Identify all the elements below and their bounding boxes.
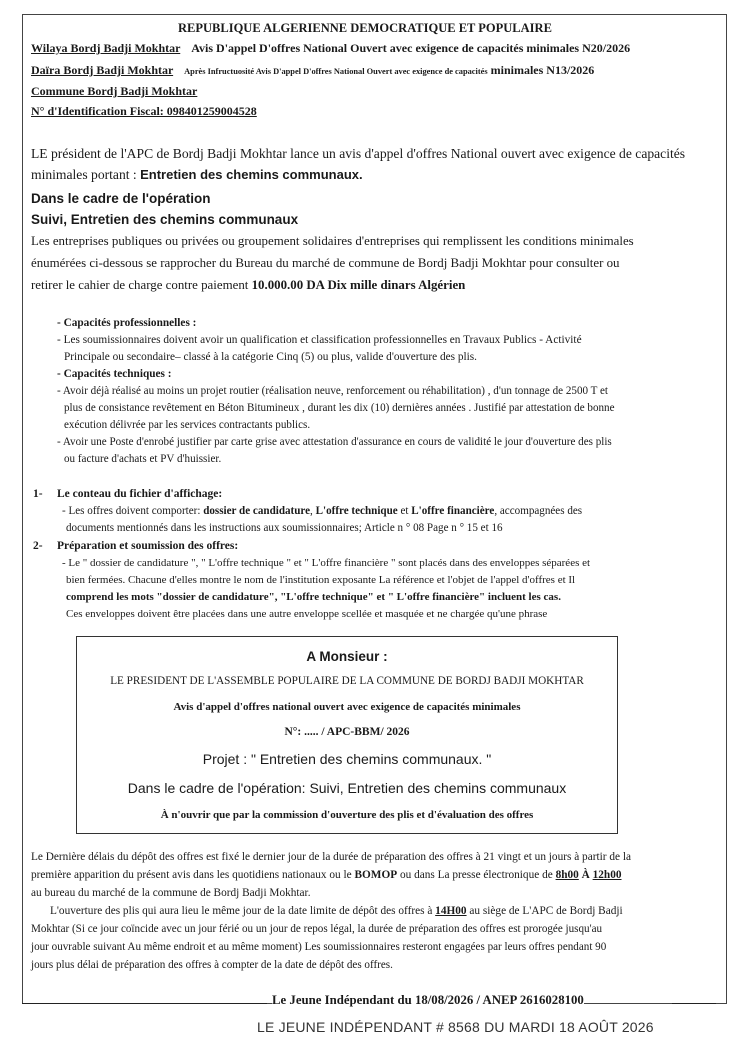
candidature-file-label: dossier de candidature: [203, 505, 311, 517]
intro-line-2-prefix: minimales portant :: [31, 167, 141, 182]
section-1-line-2: documents mentionnés dans les instructions aux soumissionnaires; Article n ° 08 Page n ° 15 et 16: [66, 522, 503, 534]
daira-label: Daïra Bordj Badji Mokhtar: [31, 63, 174, 77]
intro-line-1: LE président de l'APC de Bordj Badji Mokhtar lance un avis d'appel d'offres National ouvert avec exigence de capacités: [31, 146, 686, 161]
envelope-project: Projet : " Entretien des chemins communaux. ": [202, 751, 492, 767]
section-2-line-4: Ces enveloppes doivent être placées dans une autre enveloppe scellée et masquée et ne chargée qu'une phrase: [66, 608, 548, 620]
daira-notice-small: Après Infructuosité Avis D'appel D'offres National Ouvert avec exigence de capacités: [184, 67, 488, 76]
para-line-2: énumérées ci-dessous se rapprocher du Bureau du marché de commune de Bordj Badji Mokhtar pour consulter ou: [31, 256, 620, 270]
deadline-line-1: Le Dernière délais du dépôt des offres est fixé le dernier jour de la durée de préparation des offres à 21 vingt et un jours à partir de la: [31, 851, 631, 863]
section-2-number: 2-: [33, 540, 43, 552]
para-line-3-prefix: retirer le cahier de charge contre paiement: [31, 278, 252, 292]
envelope-operation: Dans le cadre de l'opération: Suivi, Entretien des chemins communaux: [127, 780, 567, 796]
tech-capacities-line-3: exécution délivrée par les services contractants publics.: [64, 419, 311, 431]
deadline-line-2-mid: ou dans La presse électronique de: [397, 869, 556, 881]
envelope-salutation: A Monsieur :: [306, 649, 388, 664]
para-line-3: [31, 278, 465, 293]
daira-notice-big: minimales N13/2026: [490, 63, 595, 77]
deadline-line-2: [31, 869, 622, 881]
tech-capacities-line-2: plus de consistance revêtement en Béton Bitumineux , durant les dix (10) dernières années . Justifié par attestation de bonne: [64, 402, 615, 414]
deadline-line-4-prefix: L'ouverture des plis qui aura lieu le même jour de la date limite de dépôt des offres à: [50, 905, 436, 917]
daira-line: [31, 63, 594, 78]
envelope-notice: Avis d'appel d'offres national ouvert avec exigence de capacités minimales: [173, 701, 521, 713]
prof-capacities-line-1: - Les soumissionnaires doivent avoir un qualification et classification professionnelles en Travaux Publics - Activité: [57, 334, 582, 346]
tech-capacities-line-5: ou facture d'achats et PV d'huissier.: [64, 453, 222, 465]
fiscal-id: N° d'Identification Fiscal: 098401259004528: [31, 104, 257, 118]
republic-title: REPUBLIQUE ALGERIENNE DEMOCRATIQUE ET POPULAIRE: [178, 21, 552, 35]
section-1-number: 1-: [33, 488, 43, 500]
para-line-1: Les entreprises publiques ou privées ou groupement solidaires d'entreprises qui remplissent les conditions minimales: [31, 234, 634, 248]
technical-offer-label: L'offre technique: [315, 505, 398, 517]
issue-footer: LE JEUNE INDÉPENDANT # 8568 DU MARDI 18 AOÛT 2026: [257, 1019, 654, 1035]
section-1-line-1-prefix: - Les offres doivent comporter:: [62, 505, 204, 517]
prof-capacities-title: - Capacités professionnelles :: [57, 317, 197, 329]
bomop-label: BOMOP: [354, 869, 398, 881]
deadline-line-5: Mokhtar (Si ce jour coïncide avec un jour férié ou un jour de repos légal, la durée de préparation des offres est prorogée jusqu'au: [31, 923, 603, 935]
tech-capacities-title: - Capacités techniques :: [57, 368, 172, 380]
plis-opening-time: 14H00: [435, 905, 467, 917]
deadline-line-4-suffix: au siège de L'APC de Bordj Badji: [466, 905, 623, 917]
deadline-line-4: [50, 905, 623, 917]
commune-label: Commune Bordj Badji Mokhtar: [31, 84, 198, 98]
section-2-line-2: bien fermées. Chacune d'elles montre le nom de l'institution exposante La référence et l'objet de l'appel d'offres et Il: [66, 574, 576, 586]
opening-time: 8h00: [555, 869, 579, 881]
envelope-recipient: LE PRESIDENT DE L'ASSEMBLE POPULAIRE DE LA COMMUNE DE BORDJ BADJI MOKHTAR: [110, 675, 584, 687]
time-separator: À: [578, 869, 593, 881]
deadline-line-2-prefix: première apparition du présent avis dans les quotidiens nationaux ou le: [31, 869, 355, 881]
section-1-line-1: [62, 505, 582, 517]
envelope-box: [76, 636, 618, 834]
footer-rule-right: [672, 1003, 716, 1004]
wilaya-notice: Avis D'appel D'offres National Ouvert avec exigence de capacités minimales N20/2026: [191, 41, 631, 55]
financial-offer-label: L'offre financière: [411, 505, 495, 517]
deadline-line-7: jours plus délai de préparation des offres à compter de la date de dépôt des offres.: [31, 959, 393, 971]
publication-line: Le Jeune Indépendant du 18/08/2026 / ANEP 2616028100: [272, 993, 584, 1007]
section-2-title: Préparation et soumission des offres:: [57, 540, 239, 552]
wilaya-label: Wilaya Bordj Badji Mokhtar: [31, 41, 181, 55]
operation-line-2: Suivi, Entretien des chemins communaux: [31, 212, 299, 227]
separator: ,: [310, 505, 316, 517]
section-1-title: Le conteau du fichier d'affichage:: [57, 488, 223, 500]
envelope-open-only: À n'ouvrir que par la commission d'ouverture des plis et d'évaluation des offres: [160, 809, 534, 821]
intro-line-2: [31, 167, 363, 183]
wilaya-line: [31, 41, 630, 56]
tech-capacities-line-1: - Avoir déjà réalisé au moins un projet routier (réalisation neuve, renforcement ou réhabilitation) , d'un tonnage de 2500 T et: [57, 385, 608, 397]
deadline-line-3: au bureau du marché de la commune de Bordj Badji Mokhtar.: [31, 887, 311, 899]
envelope-reference: N°: ..... / APC-BBM/ 2026: [284, 726, 410, 738]
tech-capacities-line-4: - Avoir une Poste d'enrobé justifier par carte grise avec attestation d'assurance en cours de validité le jour d'ouverture des plis: [57, 436, 612, 448]
closing-time: 12h00: [592, 869, 622, 881]
separator: et: [397, 505, 412, 517]
section-1-line-1-suffix: , accompagnées des: [494, 505, 583, 517]
intro-line-2-subject: Entretien des chemins communaux.: [140, 167, 363, 182]
section-2-line-3: comprend les mots "dossier de candidature", "L'offre technique" et " L'offre financière" incluent les cas.: [66, 591, 561, 603]
section-2-line-1: - Le " dossier de candidature ", " L'offre technique " et " L'offre financière " sont placés dans des enveloppes séparées et: [62, 557, 591, 569]
prof-capacities-line-2: Principale ou secondaire– classé à la catégorie Cinq (5) ou plus, valide d'ouverture des plis.: [64, 351, 477, 363]
operation-line-1: Dans le cadre de l'opération: [31, 191, 211, 206]
footer-rule-left: [22, 1003, 267, 1004]
deadline-line-6: jour ouvrable suivant Au même endroit et au même moment) Les soumissionnaires resteront engagées par leurs offres pendant 90: [31, 941, 607, 953]
payment-amount: 10.000.00 DA Dix mille dinars Algérien: [251, 278, 466, 292]
